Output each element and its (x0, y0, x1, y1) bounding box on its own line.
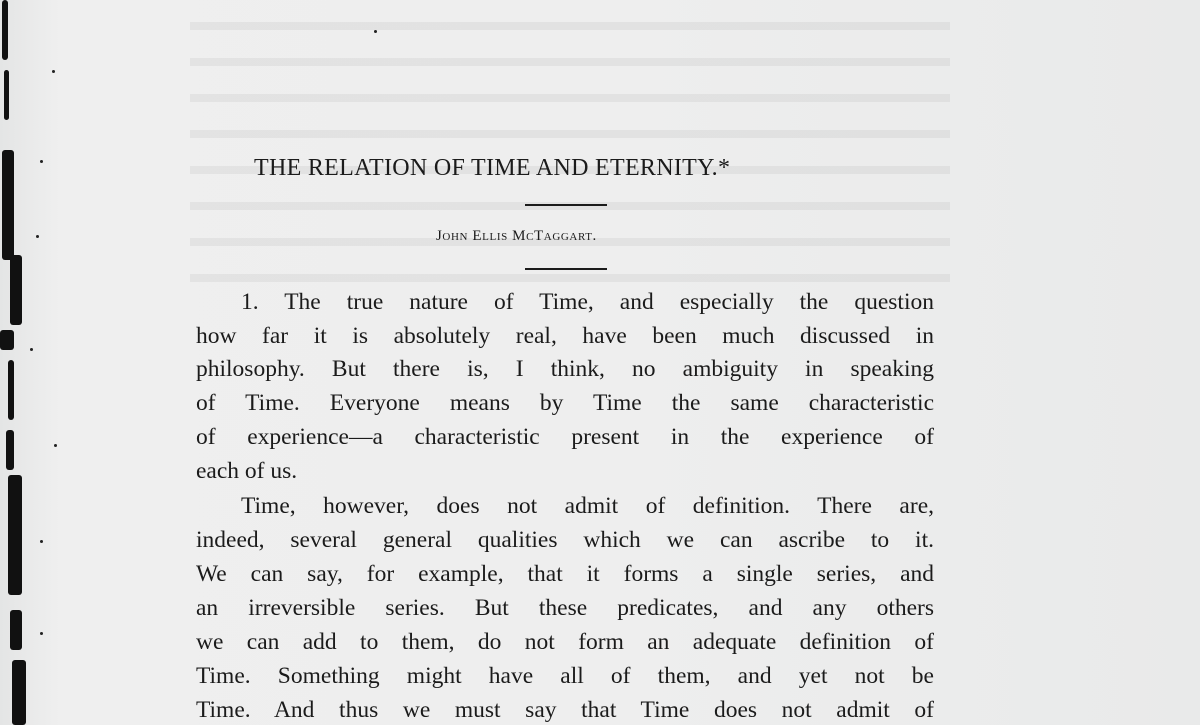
speck (40, 540, 43, 543)
bleed-through-text (190, 0, 950, 290)
binding-mark (0, 330, 14, 350)
text-line: 1. The true nature of Time, and especially the question (241, 289, 934, 315)
text-line: indeed, several general qualities which we can ascribe to it. (196, 527, 934, 553)
text-line: an irreversible series. But these predicates, and any others (196, 595, 934, 621)
binding-mark (10, 610, 22, 650)
binding-mark (6, 430, 14, 470)
title-rule (525, 204, 607, 206)
binding-mark (8, 360, 14, 420)
speck (52, 70, 55, 73)
text-line: of experience—a characteristic present in the experience of (196, 424, 934, 450)
text-line: Time, however, does not admit of definition. There are, (241, 493, 934, 519)
speck (36, 235, 39, 238)
binding-mark (8, 475, 22, 595)
text-line: we can add to them, do not form an adequate definition of (196, 629, 934, 655)
speck (30, 348, 33, 351)
text-line: philosophy. But there is, I think, no ambiguity in speaking (196, 356, 934, 382)
binding-mark (2, 0, 8, 60)
binding-mark (4, 70, 9, 120)
binding-mark (10, 255, 22, 325)
author-rule (525, 268, 607, 270)
speck (374, 30, 377, 33)
speck (40, 160, 43, 163)
text-line: Time. And thus we must say that Time does not admit of (196, 697, 934, 723)
speck (54, 444, 57, 447)
text-line: We can say, for example, that it forms a single series, and (196, 561, 934, 587)
binding-mark (2, 150, 14, 260)
author-name: John Ellis McTaggart. (436, 228, 597, 244)
text-line: each of us. (196, 458, 298, 484)
binding-edge (0, 0, 34, 725)
article-title: THE RELATION OF TIME AND ETERNITY.* (254, 155, 731, 181)
binding-mark (12, 660, 26, 725)
text-line: how far it is absolutely real, have been much discussed in (196, 323, 934, 349)
speck (40, 632, 43, 635)
text-line: Time. Something might have all of them, and yet not be (196, 663, 934, 689)
text-line: of Time. Everyone means by Time the same characteristic (196, 390, 934, 416)
